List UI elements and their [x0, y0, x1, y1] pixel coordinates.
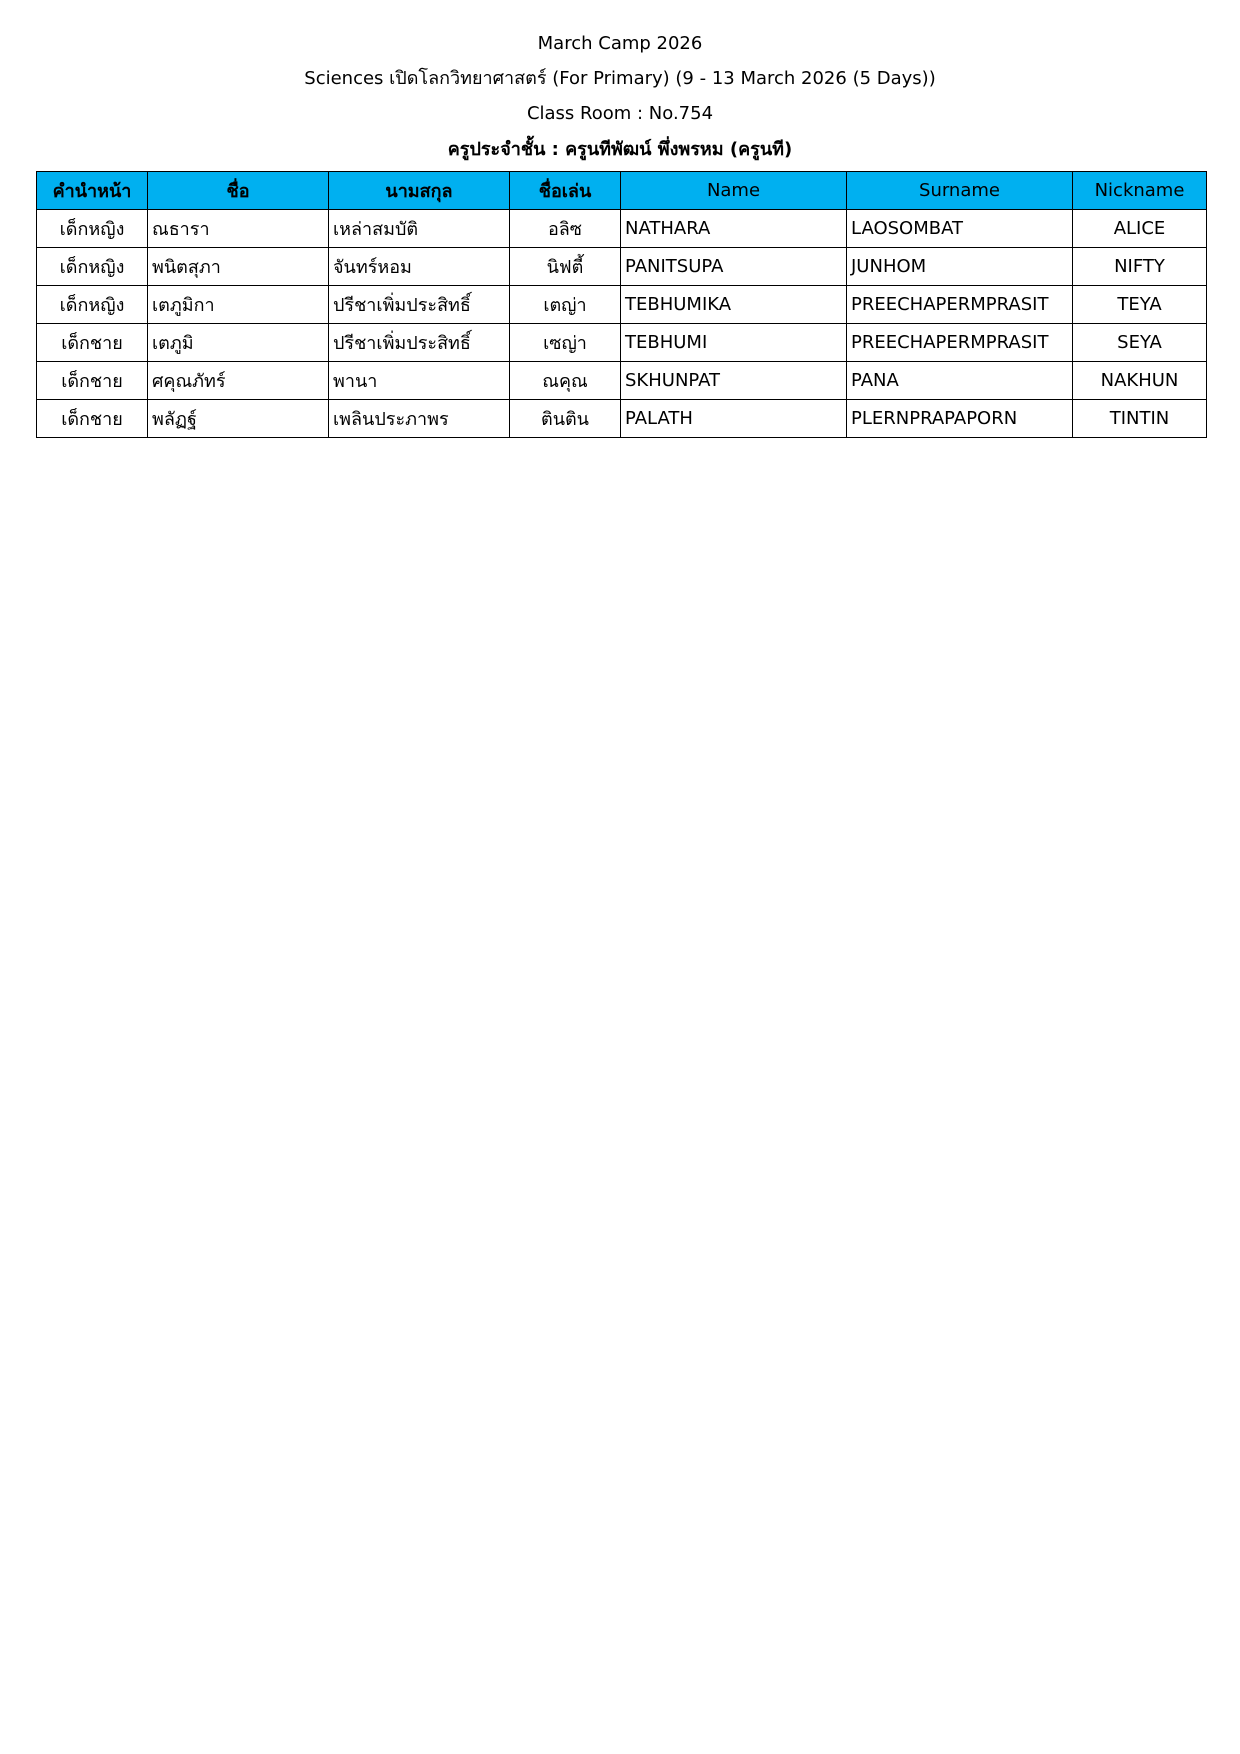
cell-name: SKHUNPAT [621, 362, 847, 400]
cell-prefix: เด็กหญิง [37, 210, 148, 248]
cell-nickname-th: อลิซ [510, 210, 621, 248]
cell-name: PALATH [621, 400, 847, 438]
camp-title: March Camp 2026 [537, 33, 703, 54]
cell-first-name-th: เตภูมิกา [148, 286, 329, 324]
cell-nickname: TEYA [1073, 286, 1207, 324]
classroom-label: Class Room : No.754 [526, 103, 714, 124]
table-row [37, 286, 1207, 324]
cell-surname: LAOSOMBAT [847, 210, 1073, 248]
cell-nickname: TINTIN [1073, 400, 1207, 438]
cell-name: NATHARA [621, 210, 847, 248]
cell-surname-th: ปรีชาเพิ่มประสิทธิ์ [329, 324, 510, 362]
cell-surname-th: พานา [329, 362, 510, 400]
cell-surname-th: จันทร์หอม [329, 248, 510, 286]
cell-name: TEBHUMI [621, 324, 847, 362]
cell-first-name-th: พนิตสุภา [148, 248, 329, 286]
column-header-name: Name [621, 172, 847, 210]
table-row [37, 324, 1207, 362]
cell-nickname-th: ตินติน [510, 400, 621, 438]
cell-surname: PANA [847, 362, 1073, 400]
column-header-surname: Surname [847, 172, 1073, 210]
cell-name: TEBHUMIKA [621, 286, 847, 324]
cell-nickname: ALICE [1073, 210, 1207, 248]
cell-surname: PLERNPRAPAPORN [847, 400, 1073, 438]
cell-prefix: เด็กชาย [37, 400, 148, 438]
cell-surname: PREECHAPERMPRASIT [847, 324, 1073, 362]
cell-surname: PREECHAPERMPRASIT [847, 286, 1073, 324]
column-header-nickname-th: ชื่อเล่น [510, 172, 621, 210]
teacher-label: ครูประจำชั้น : ครูนทีพัฒน์ พึ่งพรหม (ครูนที) [447, 139, 793, 160]
cell-nickname-th: ณคุณ [510, 362, 621, 400]
table-row [37, 210, 1207, 248]
course-title: Sciences เปิดโลกวิทยาศาสตร์ (For Primary) (9 - 13 March 2026 (5 Days)) [304, 68, 936, 89]
cell-first-name-th: เตภูมิ [148, 324, 329, 362]
student-roster-table [36, 171, 1207, 438]
table-row [37, 248, 1207, 286]
cell-nickname: SEYA [1073, 324, 1207, 362]
table-row [37, 400, 1207, 438]
column-header-prefix: คำนำหน้า [37, 172, 148, 210]
cell-nickname-th: เซญ่า [510, 324, 621, 362]
cell-first-name-th: ศคุณภัทร์ [148, 362, 329, 400]
cell-first-name-th: ณธารา [148, 210, 329, 248]
cell-nickname-th: เตญ่า [510, 286, 621, 324]
column-header-surname-th: นามสกุล [329, 172, 510, 210]
cell-first-name-th: พลัฏฐ์ [148, 400, 329, 438]
cell-prefix: เด็กหญิง [37, 248, 148, 286]
cell-surname-th: ปรีชาเพิ่มประสิทธิ์ [329, 286, 510, 324]
cell-nickname: NIFTY [1073, 248, 1207, 286]
cell-prefix: เด็กชาย [37, 362, 148, 400]
cell-prefix: เด็กชาย [37, 324, 148, 362]
cell-name: PANITSUPA [621, 248, 847, 286]
cell-nickname: NAKHUN [1073, 362, 1207, 400]
column-header-nickname: Nickname [1073, 172, 1207, 210]
cell-surname-th: เพลินประภาพร [329, 400, 510, 438]
column-header-first-name-th: ชื่อ [148, 172, 329, 210]
cell-surname-th: เหล่าสมบัติ [329, 210, 510, 248]
table-row [37, 362, 1207, 400]
cell-prefix: เด็กหญิง [37, 286, 148, 324]
cell-surname: JUNHOM [847, 248, 1073, 286]
table-header-row [37, 172, 1207, 210]
cell-nickname-th: นิฟตี้ [510, 248, 621, 286]
